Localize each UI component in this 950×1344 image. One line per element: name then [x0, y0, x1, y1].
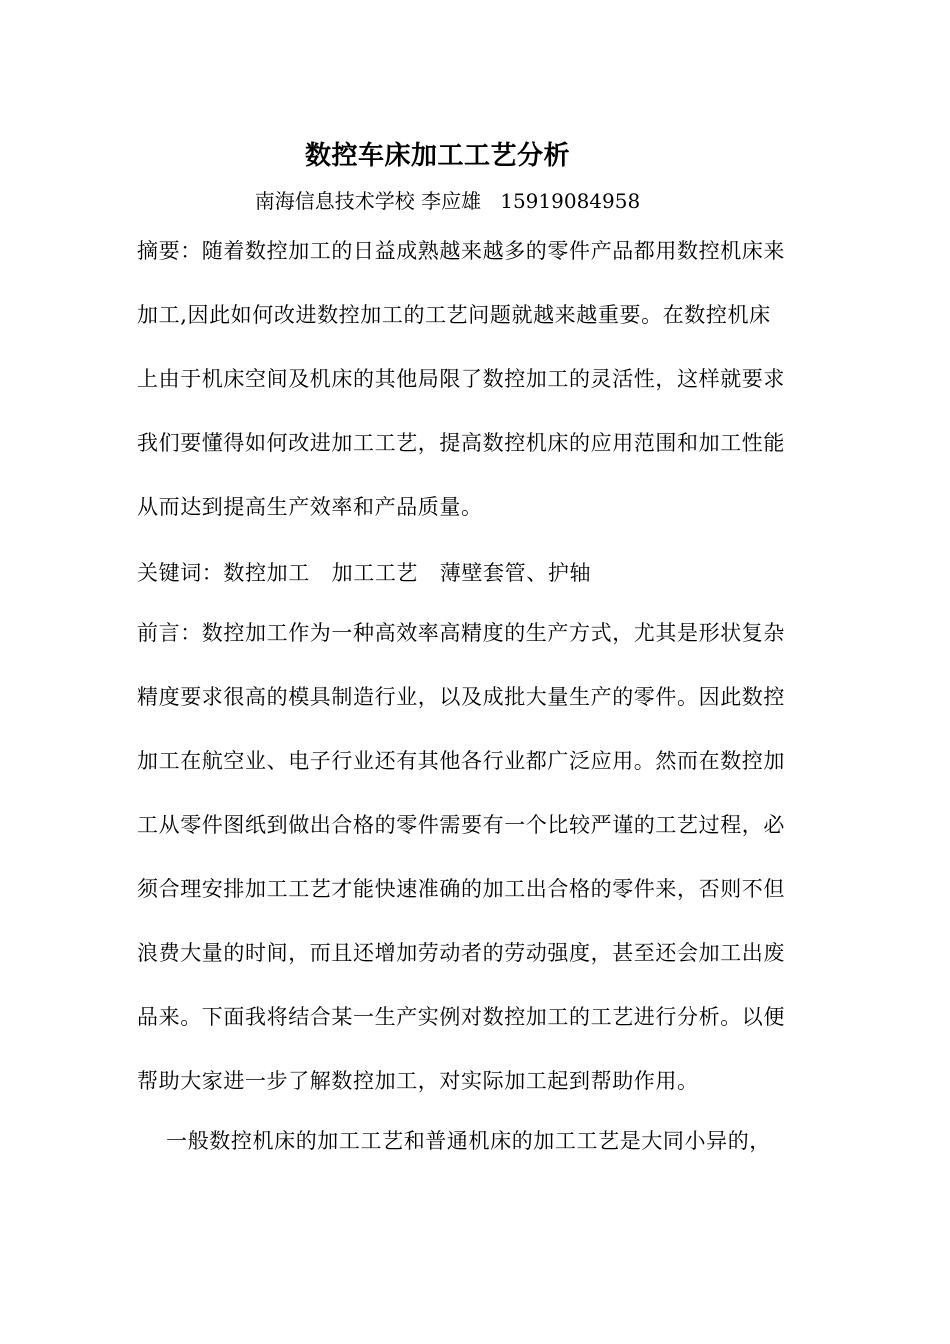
document-title: 数控车床加工工艺分析: [304, 141, 570, 171]
preface-line: 加工在航空业、电子行业还有其他各行业都广泛应用。然而在数控加: [137, 749, 785, 773]
abstract-line: 加工,因此如何改进数控加工的工艺问题就越来越重要。在数控机床: [137, 303, 771, 327]
author-byline: 南海信息技术学校 李应雄 15919084958: [254, 189, 641, 213]
preface-line: 前言：数控加工作为一种高效率高精度的生产方式，尤其是形状复杂: [137, 621, 785, 645]
preface-line: 须合理安排加工工艺才能快速准确的加工出合格的零件来，否则不但: [137, 877, 785, 901]
abstract-line: 上由于机床空间及机床的其他局限了数控加工的灵活性，这样就要求: [137, 367, 785, 391]
body-paragraph-line: 一般数控机床的加工工艺和普通机床的加工工艺是大同小异的，: [137, 1129, 771, 1153]
preface-line: 工从零件图纸到做出合格的零件需要有一个比较严谨的工艺过程，必: [137, 813, 785, 837]
preface-line: 品来。下面我将结合某一生产实例对数控加工的工艺进行分析。以便: [137, 1005, 785, 1029]
keywords-line: 关键词：数控加工 加工工艺 薄壁套管、护轴: [137, 561, 592, 585]
preface-line: 精度要求很高的模具制造行业，以及成批大量生产的零件。因此数控: [137, 685, 785, 709]
preface-line: 帮助大家进一步了解数控加工，对实际加工起到帮助作用。: [137, 1069, 699, 1093]
abstract-line: 我们要懂得如何改进加工工艺，提高数控机床的应用范围和加工性能: [137, 431, 785, 455]
preface-line: 浪费大量的时间，而且还增加劳动者的劳动强度，甚至还会加工出废: [137, 941, 785, 965]
abstract-line: 从而达到提高生产效率和产品质量。: [137, 495, 483, 519]
abstract-line: 摘要：随着数控加工的日益成熟越来越多的零件产品都用数控机床来: [137, 239, 785, 263]
